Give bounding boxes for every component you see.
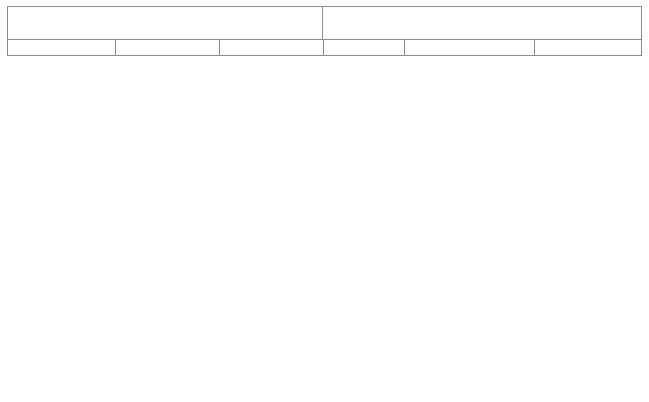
title-cell [7,6,323,40]
tap-cell [322,6,642,40]
group-header-pitch [323,39,405,56]
group-header-threads [219,39,324,56]
group-header-thread [404,39,535,56]
table-title-block [7,6,642,81]
group-header-diameter [115,39,220,56]
bspp-thread-table-container [7,6,642,55]
group-header-drill [534,39,642,56]
group-header-outer [7,39,116,56]
